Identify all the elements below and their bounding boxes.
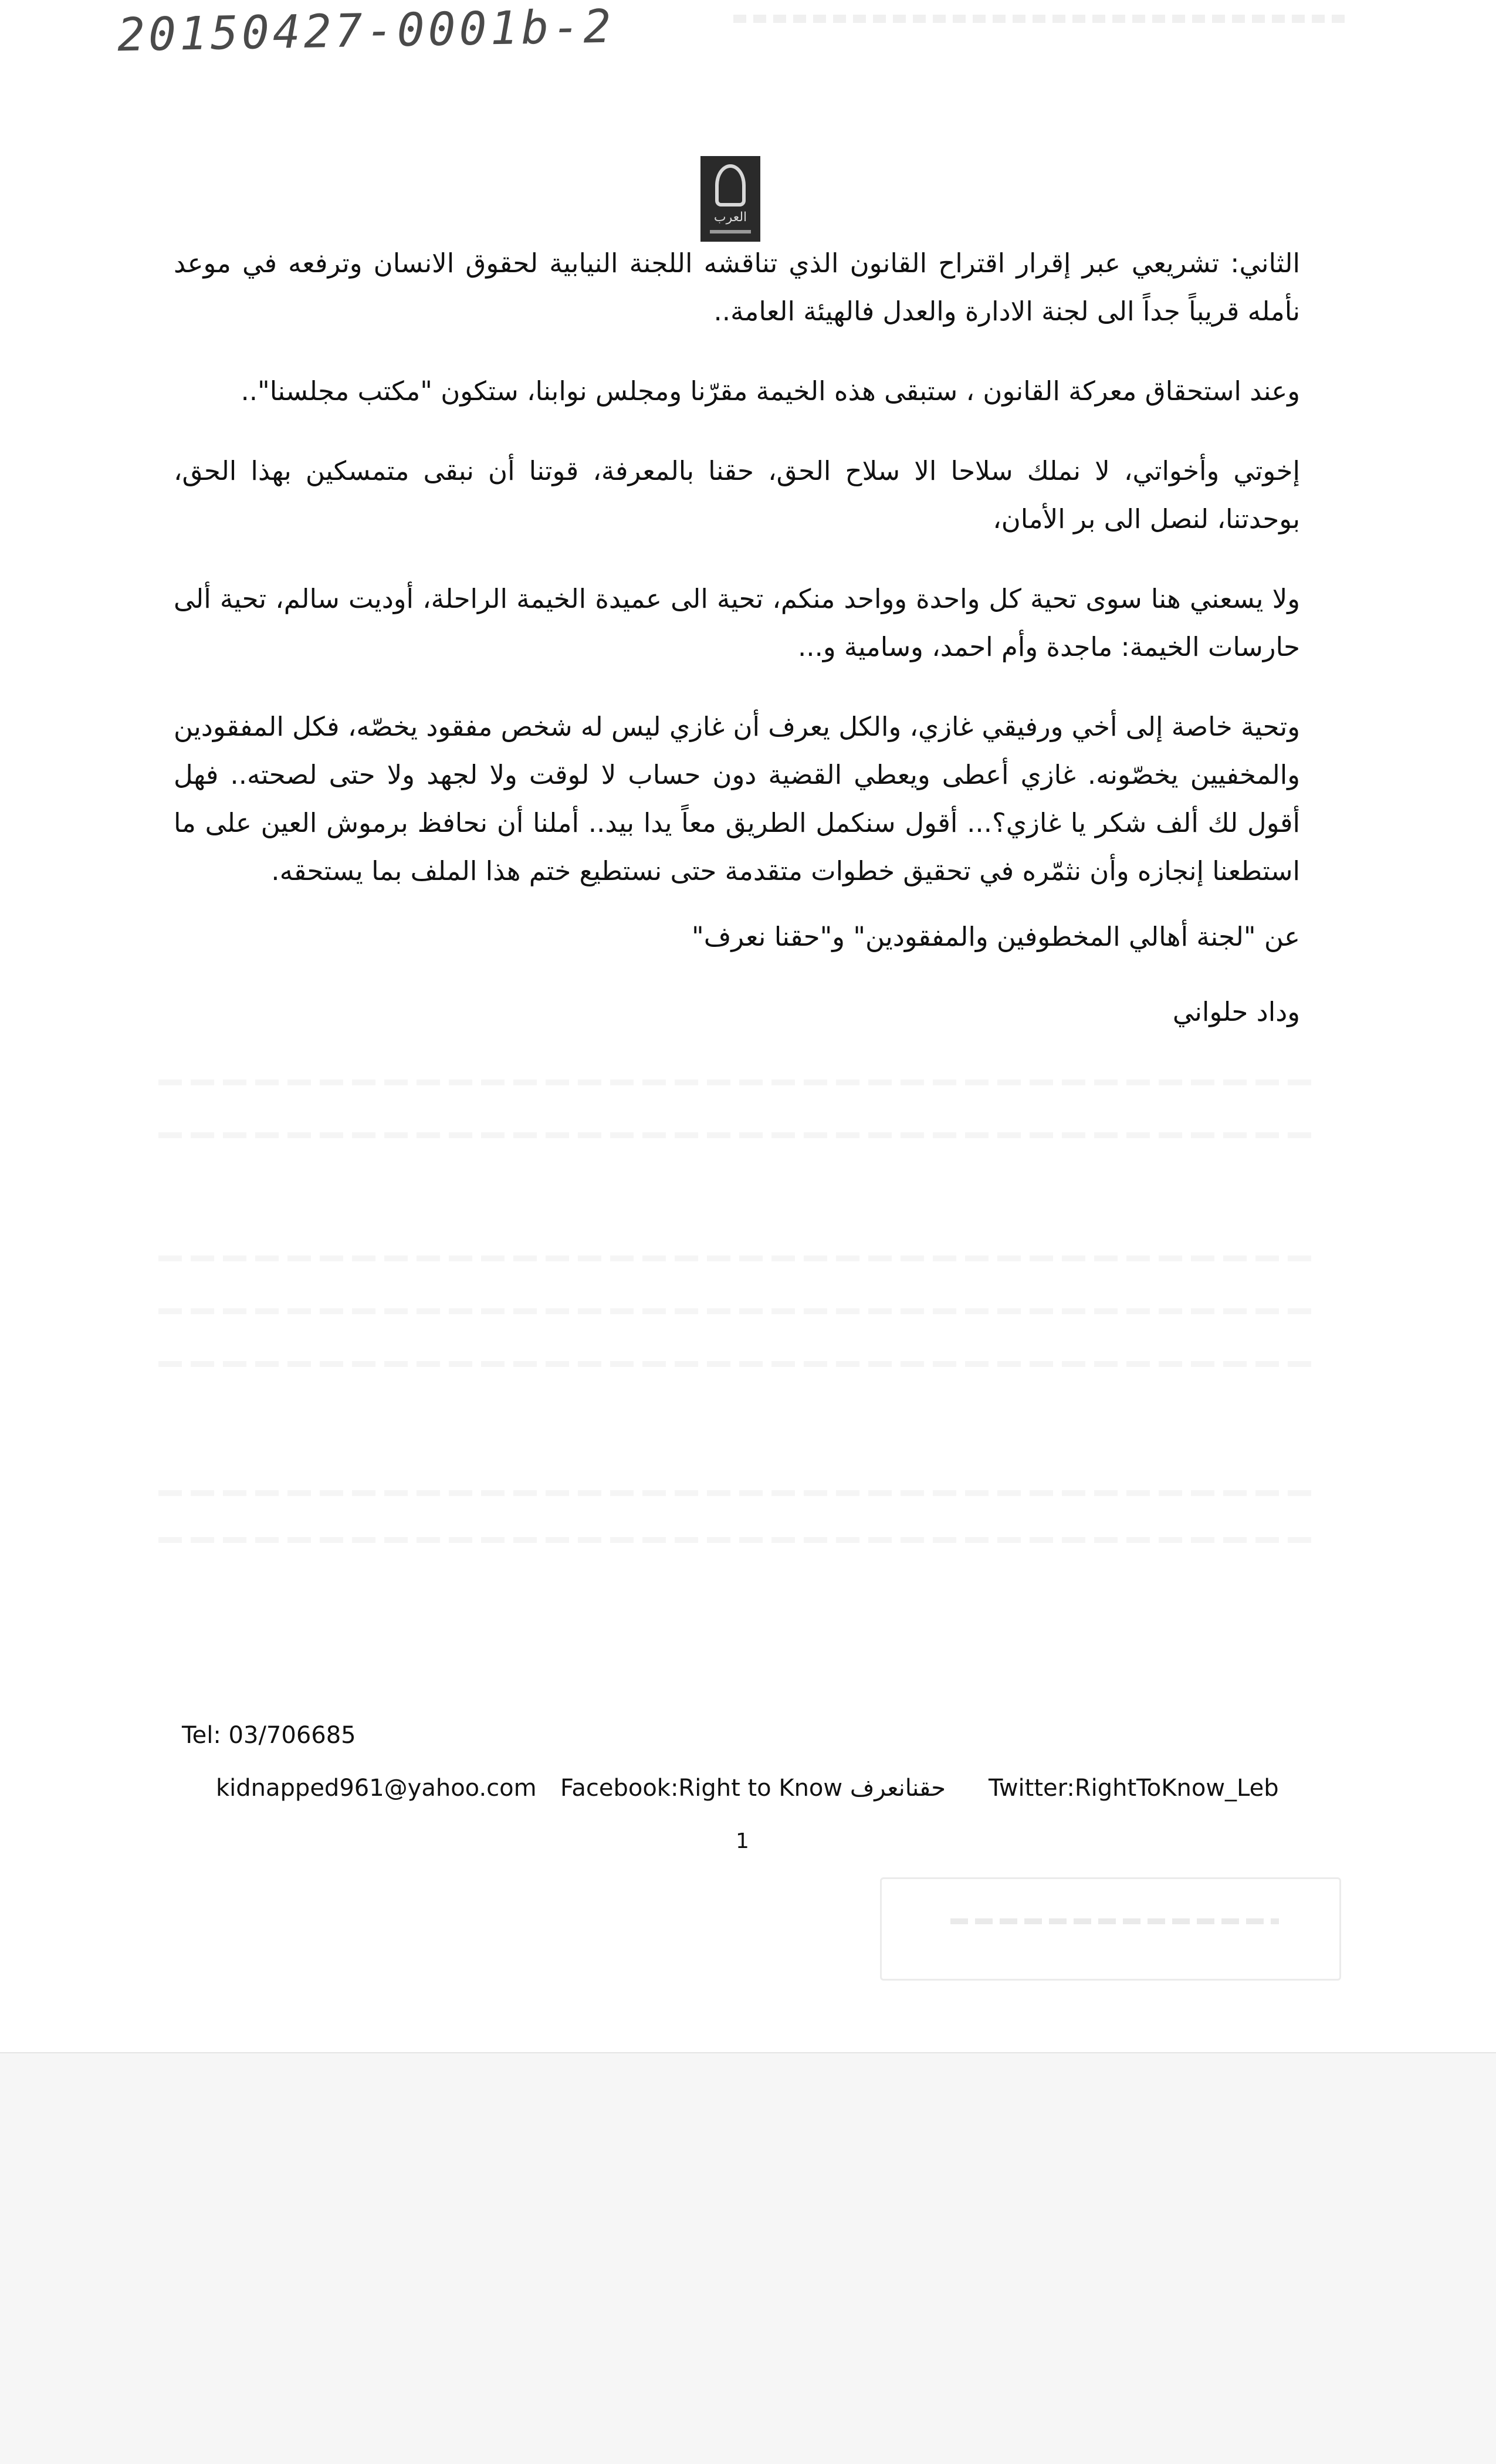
paragraph-ghazi-thanks: وتحية خاصة إلى أخي ورفيقي غازي، والكل يعرف أن غازي ليس له شخص مفقود يخصّه، فكل المفقودين والمخفيين يخصّونه. غازي أعطى ويعطي القضية دون حساب لا لوقت ولا لجهد ولا حتى لصحته.. فهل أقول لك ألف شكر يا غازي؟... أقول سنكمل الطريق معاً يدا بيد.. أملنا أن نحافظ برموش العين على ما استطعنا إنجازه وأن نثمّره في تحقيق خطوات متقدمة حتى نستطيع ختم هذا الملف بما يستحقه.: [174, 711, 1300, 886]
paragraph-legislative: الثاني: تشريعي عبر إقرار اقتراح القانون الذي تناقشه اللجنة النيابية لحقوق الانسان وترفعه في موعد نأمله قريباً جداً الى لجنة الادارة والعدل فالهيئة العامة..: [174, 248, 1300, 327]
signature-name: وداد حلواني: [1172, 996, 1300, 1027]
footer-email-link[interactable]: kidnapped961@yahoo.com: [216, 1775, 537, 1802]
bleed-through-line: [158, 1308, 1320, 1314]
paragraph-brothers-sisters: إخوتي وأخواتي، لا نملك سلاحا الا سلاح الحق، حقنا بالمعرفة، قوتنا أن نبقى متمسكين بهذا الحق، بوحدتنا، لنصل الى بر الأمان،: [174, 455, 1300, 534]
bleed-through-line: [158, 1255, 1320, 1261]
paragraph-greetings: ولا يسعني هنا سوى تحية كل واحدة وواحد منكم، تحية الى عميدة الخيمة الراحلة، أوديت سالم، تحية ألى حارسات الخيمة: ماجدة وأم احمد، وسامية و...: [174, 583, 1300, 662]
footer-telephone: Tel: 03/706685: [182, 1722, 356, 1749]
paragraph-law-battle: وعند استحقاق معركة القانون ، ستبقى هذه الخيمة مقرّنا ومجلس نوابنا، ستكون "مكتب مجلسنا"..: [241, 375, 1300, 407]
scanner-bed: [0, 2053, 1496, 2464]
bleed-through-stamp: [880, 1877, 1341, 1981]
bleed-through-line: [158, 1132, 1320, 1138]
newspaper-logo: [700, 156, 760, 242]
bleed-through-stamp-text: [950, 1918, 1279, 1924]
bleed-through-line: [158, 1537, 1320, 1543]
logo-emblem-icon: [715, 164, 746, 207]
letter-body: [174, 239, 1300, 927]
footer-facebook-link[interactable]: Facebook:Right to Know حقنانعرف: [560, 1775, 946, 1802]
bleed-through-line: [158, 1079, 1320, 1085]
footer-twitter-link[interactable]: Twitter:RightToKnow_Leb: [989, 1775, 1279, 1802]
page-number: 1: [736, 1829, 749, 1853]
handwritten-document-id: 20150427-0001b-2: [117, 0, 615, 62]
logo-underline: [710, 230, 751, 233]
logo-text: العرب: [713, 210, 747, 225]
bleed-through-line: [158, 1490, 1320, 1496]
signature-committee: عن "لجنة أهالي المخطوفين والمفقودين" و"حقنا نعرف": [692, 921, 1300, 952]
bleed-through-header: [733, 15, 1349, 23]
bleed-through-line: [158, 1361, 1320, 1367]
